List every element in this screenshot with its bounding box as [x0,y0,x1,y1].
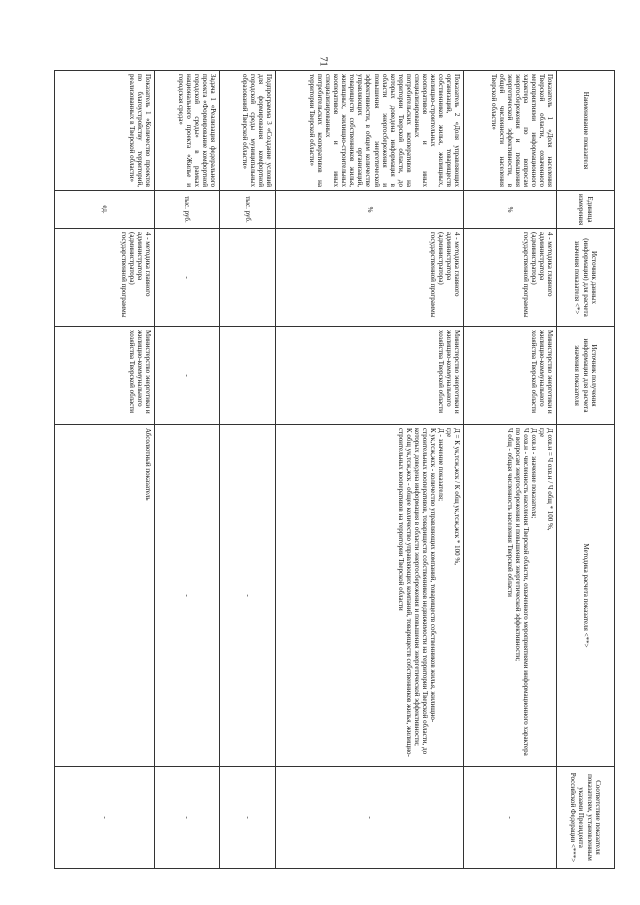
method-line: Ч общ - общая численность населения Тверской области [505,428,514,597]
indicator-compliance: - [464,767,557,869]
task-name: Задача 1 «Реализация федерального проекта «Формирование комфортной городской среды» в рамках национального проекта «Жилье и городская среда» [155,71,220,191]
header-name: Наименование показателя [557,71,615,191]
page-number-text: 71 [317,56,329,67]
table-row [155,71,220,869]
indicator-unit: ед. [55,191,155,229]
rotated-table-wrapper [55,70,615,868]
indicator-method: Абсолютный показатель [55,425,155,767]
indicator-info-source: Министерство энергетики и жилищно-коммунального хозяйства Тверской области [276,327,464,425]
indicator-method [276,425,464,767]
indicator-name: Показатель 2 «Доля управляющих организаций, товариществ собственников жилья, жилищных, жилищно-строительных кооперативов и иных специализированных потребительских кооперативов на территории Тверской области, до которых доведена информация в области энергосбережения и повышения энергетической эффективности, в общем количестве управляющих организаций, товариществ собственников жилья, жилищных, жилищно-строительных кооперативов и иных специализированных потребительских кооперативов на территории Тверской области» [276,71,464,191]
subprogram-data-source [220,229,276,327]
method-line: где [444,428,453,438]
indicators-table [54,70,615,869]
table-row [220,71,276,869]
indicator-compliance: - [276,767,464,869]
header-info-source: Источник получения информации для расчета значения показателя [557,327,615,425]
indicator-method [464,425,557,767]
task-compliance: - [155,767,220,869]
table-row [276,71,464,869]
method-line: Д - значение показателя; [436,428,445,502]
indicator-data-source: 4 - методика главного администратора (администратора) государственной программы [55,229,155,327]
table-header-row [557,71,615,869]
method-line: где [537,428,546,438]
task-method: - [155,425,220,767]
task-info-source: - [155,327,220,425]
method-line: К общ ук,тсж,жск - общее количество управляющих компаний, товариществ собственников жилья, жилищно-строительных кооперативов на территории Тверской области [396,428,413,757]
indicator-info-source: Министерство энергетики и жилищно-коммунального хозяйства Тверской области [55,327,155,425]
subprogram-compliance: - [220,767,276,869]
subprogram-unit: тыс. руб. [220,191,276,229]
method-line: К ук,тсж,жск - количество управляющих компаний, товариществ собственников жилья, жилищно-строительных кооперативов, товариществ собственников недвижимости на территории Тверской области, до которых доведена информация в области энергосбережения и повышения энергетической эффективности; [412,428,437,755]
indicator-data-source: 4 - методика главного администратора (администратора) государственной программы [464,229,557,327]
subprogram-info-source [220,327,276,425]
indicator-name: Показатель 1 «Доля населения Тверской области, охваченного мероприятиями информационного характера по вопросам энергосбережения и повышения энергетической эффективности, в общей численности населения Тверской области» [464,71,557,191]
indicator-info-source: Министерство энергетики и жилищно-коммунального хозяйства Тверской области [464,327,557,425]
header-compliance: Соответствие показателя показателям, установленным указами Президента Российской Федерации <***> [557,767,615,869]
method-line: Д = К ук,тсж,жск / К общ ук,тсж,жск * 100 %, [453,428,461,565]
indicator-data-source: 4 - методика главного администратора (администратора) государственной программы [276,229,464,327]
indicator-unit: % [464,191,557,229]
indicator-unit: % [276,191,464,229]
method-line: Ч охв.н - численность населения Тверской области, охваченного мероприятиями информационного характера по вопросам энергосбережения и повышения энергетической эффективности; [513,428,530,756]
table-row [464,71,557,869]
task-data-source: - [155,229,220,327]
subprogram-method: - [220,425,276,767]
indicator-name: Показатель 1 «Количество проектов по благоустройству территорий, реализованных в Тверской области» [55,71,155,191]
header-method: Методика расчета показателя <**> [557,425,615,767]
subprogram-name: Подпрограмма 3 «Создание условий для формирования комфортной городской среды муниципальных образований Тверской области» [220,71,276,191]
method-line: Д охв.н - значение показателя; [529,428,538,519]
table-row [55,71,155,869]
header-data-source: Источник данных (информации) для расчета значения показателя <*> [557,229,615,327]
method-line: Д охв.н = Ч охв.н / Ч общ * 100 %, [546,428,554,531]
indicator-compliance: - [55,767,155,869]
header-unit: Единица измерения [557,191,615,229]
task-unit: тыс. руб. [155,191,220,229]
